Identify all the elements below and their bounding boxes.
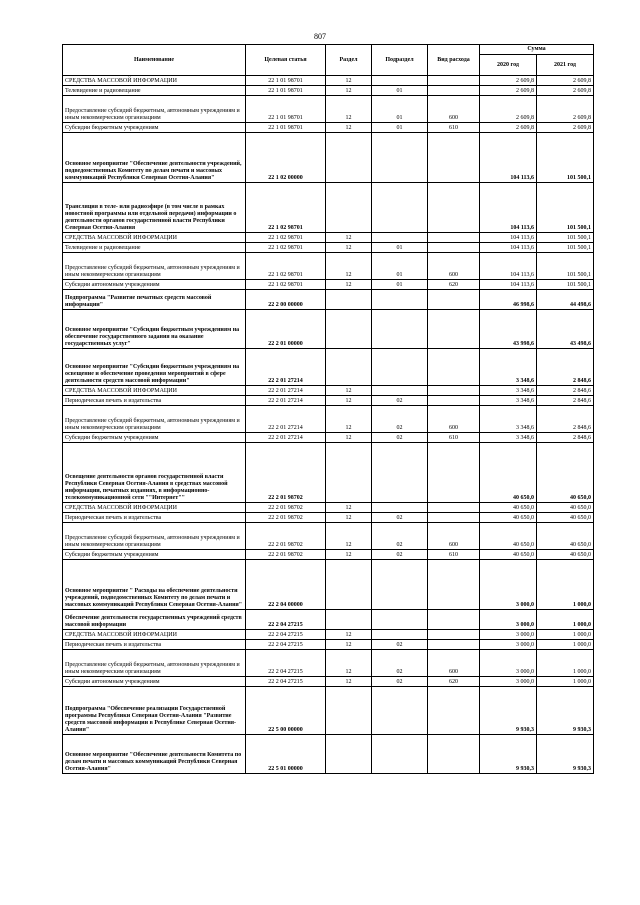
row-section: 12	[326, 253, 372, 280]
row-section: 12	[326, 386, 372, 396]
row-target-code: 22 2 01 98702	[246, 523, 326, 550]
row-expense-type: 620	[428, 280, 480, 290]
row-section: 12	[326, 96, 372, 123]
row-section: 12	[326, 630, 372, 640]
row-name: СРЕДСТВА МАССОВОЙ ИНФОРМАЦИИ	[63, 233, 246, 243]
table-row	[63, 123, 594, 133]
row-section: 12	[326, 233, 372, 243]
row-target-code: 22 2 04 27215	[246, 630, 326, 640]
row-expense-type	[428, 630, 480, 640]
row-expense-type: 600	[428, 650, 480, 677]
row-section: 12	[326, 123, 372, 133]
table-row	[63, 503, 594, 513]
row-sum-2020: 104 113,6	[480, 133, 537, 183]
row-sum-2020: 3 000,0	[480, 630, 537, 640]
row-sum-2021: 101 500,1	[537, 233, 594, 243]
row-target-code: 22 1 02 98701	[246, 233, 326, 243]
row-name: СРЕДСТВА МАССОВОЙ ИНФОРМАЦИИ	[63, 503, 246, 513]
header-name: Наименование	[63, 45, 246, 76]
row-subsection: 02	[372, 433, 428, 443]
row-sum-2021: 101 500,1	[537, 183, 594, 233]
row-subsection	[372, 735, 428, 774]
row-expense-type	[428, 310, 480, 349]
row-name: Субсидии бюджетным учреждениям	[63, 123, 246, 133]
header-section: Раздел	[326, 45, 372, 76]
row-expense-type	[428, 513, 480, 523]
row-target-code: 22 1 02 98701	[246, 253, 326, 280]
row-subsection: 02	[372, 640, 428, 650]
row-sum-2021: 2 609,8	[537, 76, 594, 86]
row-name: Основное мероприятие "Субсидии бюджетным учреждениям на освещение и обеспечение проведения мероприятий в сфере деятельности средств массовой информации"	[63, 349, 246, 386]
row-sum-2020: 9 930,3	[480, 735, 537, 774]
row-expense-type	[428, 290, 480, 310]
table-row	[63, 433, 594, 443]
row-subsection: 02	[372, 406, 428, 433]
row-name: СРЕДСТВА МАССОВОЙ ИНФОРМАЦИИ	[63, 76, 246, 86]
row-expense-type	[428, 735, 480, 774]
row-sum-2021: 40 650,0	[537, 523, 594, 550]
row-subsection: 02	[372, 677, 428, 687]
row-sum-2021: 1 000,0	[537, 610, 594, 630]
row-sum-2020: 2 609,8	[480, 86, 537, 96]
row-name: СРЕДСТВА МАССОВОЙ ИНФОРМАЦИИ	[63, 386, 246, 396]
table-header	[63, 45, 594, 76]
row-sum-2021: 2 848,6	[537, 349, 594, 386]
row-sum-2020: 104 113,6	[480, 183, 537, 233]
row-name: Периодическая печать и издательства	[63, 640, 246, 650]
table-row	[63, 243, 594, 253]
row-subsection	[372, 630, 428, 640]
row-expense-type	[428, 349, 480, 386]
row-sum-2020: 104 113,6	[480, 253, 537, 280]
table-body	[63, 76, 594, 774]
row-name: Предоставление субсидий бюджетным, автономным учреждениям и иным некоммерческим организациям	[63, 523, 246, 550]
row-target-code: 22 2 01 27214	[246, 349, 326, 386]
row-subsection	[372, 687, 428, 735]
row-target-code: 22 2 01 98702	[246, 550, 326, 560]
row-subsection: 02	[372, 513, 428, 523]
row-target-code: 22 2 04 27215	[246, 677, 326, 687]
row-sum-2021: 2 609,8	[537, 96, 594, 123]
row-target-code: 22 2 04 27215	[246, 640, 326, 650]
row-section: 12	[326, 243, 372, 253]
table-row	[63, 310, 594, 349]
row-subsection	[372, 349, 428, 386]
row-sum-2020: 2 609,8	[480, 76, 537, 86]
row-target-code: 22 1 02 98701	[246, 183, 326, 233]
row-section: 12	[326, 513, 372, 523]
row-expense-type	[428, 183, 480, 233]
row-sum-2020: 2 609,8	[480, 123, 537, 133]
table-row	[63, 443, 594, 503]
row-sum-2020: 3 000,0	[480, 610, 537, 630]
row-section: 12	[326, 396, 372, 406]
row-target-code: 22 2 04 27215	[246, 610, 326, 630]
table-row	[63, 280, 594, 290]
row-target-code: 22 1 01 98701	[246, 86, 326, 96]
row-target-code: 22 2 01 98702	[246, 513, 326, 523]
row-expense-type	[428, 76, 480, 86]
row-expense-type	[428, 443, 480, 503]
row-sum-2021: 2 848,6	[537, 386, 594, 396]
row-sum-2020: 3 000,0	[480, 677, 537, 687]
header-year-2020: 2020 год	[480, 55, 537, 76]
row-expense-type	[428, 386, 480, 396]
row-name: Подпрограмма "Обеспечение реализации Государственной программы Республики Северная Осетия-Алания "Развитие средств массовой информации в Республике Северная Осетия-Алания"	[63, 687, 246, 735]
row-subsection	[372, 386, 428, 396]
row-target-code: 22 2 01 27214	[246, 433, 326, 443]
table-row	[63, 650, 594, 677]
row-expense-type	[428, 503, 480, 513]
row-sum-2021: 1 000,0	[537, 560, 594, 610]
row-section	[326, 349, 372, 386]
page-number: 807	[314, 32, 326, 41]
row-target-code: 22 2 04 00000	[246, 560, 326, 610]
row-sum-2021: 1 000,0	[537, 640, 594, 650]
row-section: 12	[326, 503, 372, 513]
row-name: Основное мероприятие "Обеспечение деятельности учреждений, подведомственных Комитету по делам печати и массовых коммуникаций Республики Северная Осетия-Алания"	[63, 133, 246, 183]
row-name: Освещение деятельности органов государственной власти Республики Северная Осетия-Алания в средствах массовой информации, печатных изданиях, в информационно-телекоммуникационной сети ""Интернет""	[63, 443, 246, 503]
row-expense-type: 620	[428, 677, 480, 687]
row-subsection: 01	[372, 253, 428, 280]
row-sum-2020: 40 650,0	[480, 550, 537, 560]
row-subsection: 02	[372, 396, 428, 406]
row-section	[326, 687, 372, 735]
row-section: 12	[326, 280, 372, 290]
row-name: Субсидии автономным учреждениям	[63, 280, 246, 290]
row-section	[326, 183, 372, 233]
row-subsection: 02	[372, 523, 428, 550]
row-sum-2020: 9 930,3	[480, 687, 537, 735]
row-sum-2021: 1 000,0	[537, 650, 594, 677]
row-sum-2021: 40 650,0	[537, 550, 594, 560]
header-year-2021: 2021 год	[537, 55, 594, 76]
row-subsection	[372, 503, 428, 513]
row-section	[326, 133, 372, 183]
row-target-code: 22 2 01 27214	[246, 396, 326, 406]
table-row	[63, 406, 594, 433]
row-subsection: 01	[372, 123, 428, 133]
row-target-code: 22 1 02 98701	[246, 280, 326, 290]
table-row	[63, 349, 594, 386]
table-row	[63, 630, 594, 640]
row-target-code: 22 5 00 00000	[246, 687, 326, 735]
row-expense-type	[428, 86, 480, 96]
row-name: Обеспечение деятельности государственных учреждений средств массовой информации	[63, 610, 246, 630]
row-name: Предоставление субсидий бюджетным, автономным учреждениям и иным некоммерческим организациям	[63, 96, 246, 123]
row-sum-2021: 101 500,1	[537, 243, 594, 253]
row-sum-2021: 40 650,0	[537, 503, 594, 513]
row-section: 12	[326, 523, 372, 550]
row-sum-2020: 3 348,6	[480, 406, 537, 433]
row-subsection: 02	[372, 550, 428, 560]
row-sum-2021: 9 930,3	[537, 735, 594, 774]
table-row	[63, 386, 594, 396]
row-sum-2020: 104 113,6	[480, 243, 537, 253]
row-sum-2020: 104 113,6	[480, 233, 537, 243]
row-name: Субсидии автономным учреждениям	[63, 677, 246, 687]
row-sum-2020: 3 000,0	[480, 650, 537, 677]
row-section: 12	[326, 677, 372, 687]
row-subsection	[372, 560, 428, 610]
row-expense-type	[428, 640, 480, 650]
row-section: 12	[326, 76, 372, 86]
row-target-code: 22 1 02 00000	[246, 133, 326, 183]
row-sum-2021: 40 650,0	[537, 513, 594, 523]
row-section	[326, 310, 372, 349]
row-subsection: 01	[372, 280, 428, 290]
row-section	[326, 610, 372, 630]
row-section: 12	[326, 550, 372, 560]
row-section: 12	[326, 433, 372, 443]
row-section	[326, 560, 372, 610]
row-sum-2021: 9 930,3	[537, 687, 594, 735]
row-expense-type: 610	[428, 550, 480, 560]
row-section: 12	[326, 640, 372, 650]
row-sum-2021: 1 000,0	[537, 630, 594, 640]
row-expense-type	[428, 233, 480, 243]
table-row	[63, 677, 594, 687]
table-row	[63, 396, 594, 406]
row-sum-2020: 3 348,6	[480, 349, 537, 386]
row-sum-2021: 2 848,6	[537, 406, 594, 433]
row-sum-2020: 3 348,6	[480, 396, 537, 406]
row-expense-type: 600	[428, 96, 480, 123]
row-sum-2021: 101 500,1	[537, 280, 594, 290]
row-target-code: 22 5 01 00000	[246, 735, 326, 774]
row-name: Предоставление субсидий бюджетным, автономным учреждениям и иным некоммерческим организациям	[63, 253, 246, 280]
row-target-code: 22 2 01 98702	[246, 503, 326, 513]
row-sum-2021: 40 650,0	[537, 443, 594, 503]
row-subsection	[372, 233, 428, 243]
row-name: Основное мероприятие "Обеспечение деятельности Комитета по делам печати и массовых коммуникаций Республики Северная Осетия-Алания"	[63, 735, 246, 774]
row-sum-2020: 40 650,0	[480, 443, 537, 503]
table-row	[63, 133, 594, 183]
row-sum-2020: 3 348,6	[480, 386, 537, 396]
table-row	[63, 86, 594, 96]
table-row	[63, 76, 594, 86]
row-section: 12	[326, 86, 372, 96]
row-subsection	[372, 610, 428, 630]
row-name: Телевидение и радиовещание	[63, 243, 246, 253]
row-expense-type	[428, 243, 480, 253]
row-name: Трансляция в теле- или радиоэфире (в том числе в рамках новостной программы или отдельной передачи) информации о деятельности органов государственной власти Республики Северная Осетия-Алания	[63, 183, 246, 233]
table-row	[63, 96, 594, 123]
table-row	[63, 253, 594, 280]
header-target: Целевая статья	[246, 45, 326, 76]
header-expense-type: Вид расхода	[428, 45, 480, 76]
row-target-code: 22 1 01 98701	[246, 123, 326, 133]
row-expense-type	[428, 610, 480, 630]
header-subsection: Подраздел	[372, 45, 428, 76]
row-subsection	[372, 133, 428, 183]
row-subsection	[372, 76, 428, 86]
row-sum-2021: 2 848,6	[537, 396, 594, 406]
row-sum-2021: 101 500,1	[537, 253, 594, 280]
table-row	[63, 735, 594, 774]
row-target-code: 22 1 01 98701	[246, 96, 326, 123]
row-target-code: 22 2 01 27214	[246, 386, 326, 396]
row-name: Подпрограмма "Развитие печатных средств массовой информации"	[63, 290, 246, 310]
row-subsection: 01	[372, 243, 428, 253]
row-sum-2020: 3 000,0	[480, 640, 537, 650]
table-row	[63, 233, 594, 243]
row-name: Предоставление субсидий бюджетным, автономным учреждениям и иным некоммерческим организациям	[63, 650, 246, 677]
row-target-code: 22 1 02 98701	[246, 243, 326, 253]
row-expense-type: 610	[428, 433, 480, 443]
row-name: Субсидии бюджетным учреждениям	[63, 433, 246, 443]
row-expense-type	[428, 396, 480, 406]
table-row	[63, 687, 594, 735]
row-sum-2020: 3 348,6	[480, 433, 537, 443]
row-subsection: 01	[372, 86, 428, 96]
row-section	[326, 290, 372, 310]
row-sum-2021: 2 609,8	[537, 86, 594, 96]
table-row	[63, 560, 594, 610]
row-sum-2020: 40 650,0	[480, 513, 537, 523]
row-name: Периодическая печать и издательства	[63, 513, 246, 523]
row-sum-2021: 2 848,6	[537, 433, 594, 443]
row-name: Субсидии бюджетным учреждениям	[63, 550, 246, 560]
row-section	[326, 735, 372, 774]
row-sum-2021: 101 500,1	[537, 133, 594, 183]
row-subsection: 01	[372, 96, 428, 123]
row-subsection	[372, 443, 428, 503]
row-sum-2020: 104 113,6	[480, 280, 537, 290]
row-expense-type	[428, 133, 480, 183]
row-expense-type: 600	[428, 523, 480, 550]
row-expense-type: 610	[428, 123, 480, 133]
row-target-code: 22 2 00 00000	[246, 290, 326, 310]
row-sum-2020: 40 650,0	[480, 503, 537, 513]
table-row	[63, 513, 594, 523]
table-row	[63, 183, 594, 233]
row-subsection	[372, 183, 428, 233]
row-expense-type: 600	[428, 253, 480, 280]
row-sum-2020: 3 000,0	[480, 560, 537, 610]
row-target-code: 22 1 01 98701	[246, 76, 326, 86]
row-sum-2021: 1 000,0	[537, 677, 594, 687]
row-name: Основное мероприятие " Расходы на обеспечение деятельности учреждений, подведомственных Комитету по делам печати и массовых коммуникаций Республики Северная Осетия-Алания"	[63, 560, 246, 610]
row-sum-2020: 2 609,8	[480, 96, 537, 123]
row-subsection	[372, 290, 428, 310]
budget-table	[62, 44, 594, 774]
row-expense-type	[428, 560, 480, 610]
table-row	[63, 523, 594, 550]
row-sum-2021: 43 498,6	[537, 310, 594, 349]
row-target-code: 22 2 01 00000	[246, 310, 326, 349]
row-expense-type	[428, 687, 480, 735]
header-sum: Сумма	[480, 45, 594, 55]
row-target-code: 22 2 04 27215	[246, 650, 326, 677]
row-name: СРЕДСТВА МАССОВОЙ ИНФОРМАЦИИ	[63, 630, 246, 640]
row-name: Основное мероприятие "Субсидии бюджетным учреждениям на обеспечение государственного задания на оказание государственных услуг"	[63, 310, 246, 349]
row-expense-type: 600	[428, 406, 480, 433]
row-section: 12	[326, 650, 372, 677]
table-row	[63, 640, 594, 650]
row-sum-2021: 44 498,6	[537, 290, 594, 310]
row-section: 12	[326, 406, 372, 433]
table-row	[63, 290, 594, 310]
row-section	[326, 443, 372, 503]
table-row	[63, 550, 594, 560]
row-name: Предоставление субсидий бюджетным, автономным учреждениям и иным некоммерческим организациям	[63, 406, 246, 433]
table-row	[63, 610, 594, 630]
row-sum-2021: 2 609,8	[537, 123, 594, 133]
row-subsection	[372, 310, 428, 349]
row-target-code: 22 2 01 27214	[246, 406, 326, 433]
row-name: Телевидение и радиовещание	[63, 86, 246, 96]
row-sum-2020: 40 650,0	[480, 523, 537, 550]
row-sum-2020: 46 998,6	[480, 290, 537, 310]
row-subsection: 02	[372, 650, 428, 677]
row-name: Периодическая печать и издательства	[63, 396, 246, 406]
row-target-code: 22 2 01 98702	[246, 443, 326, 503]
row-sum-2020: 43 998,6	[480, 310, 537, 349]
